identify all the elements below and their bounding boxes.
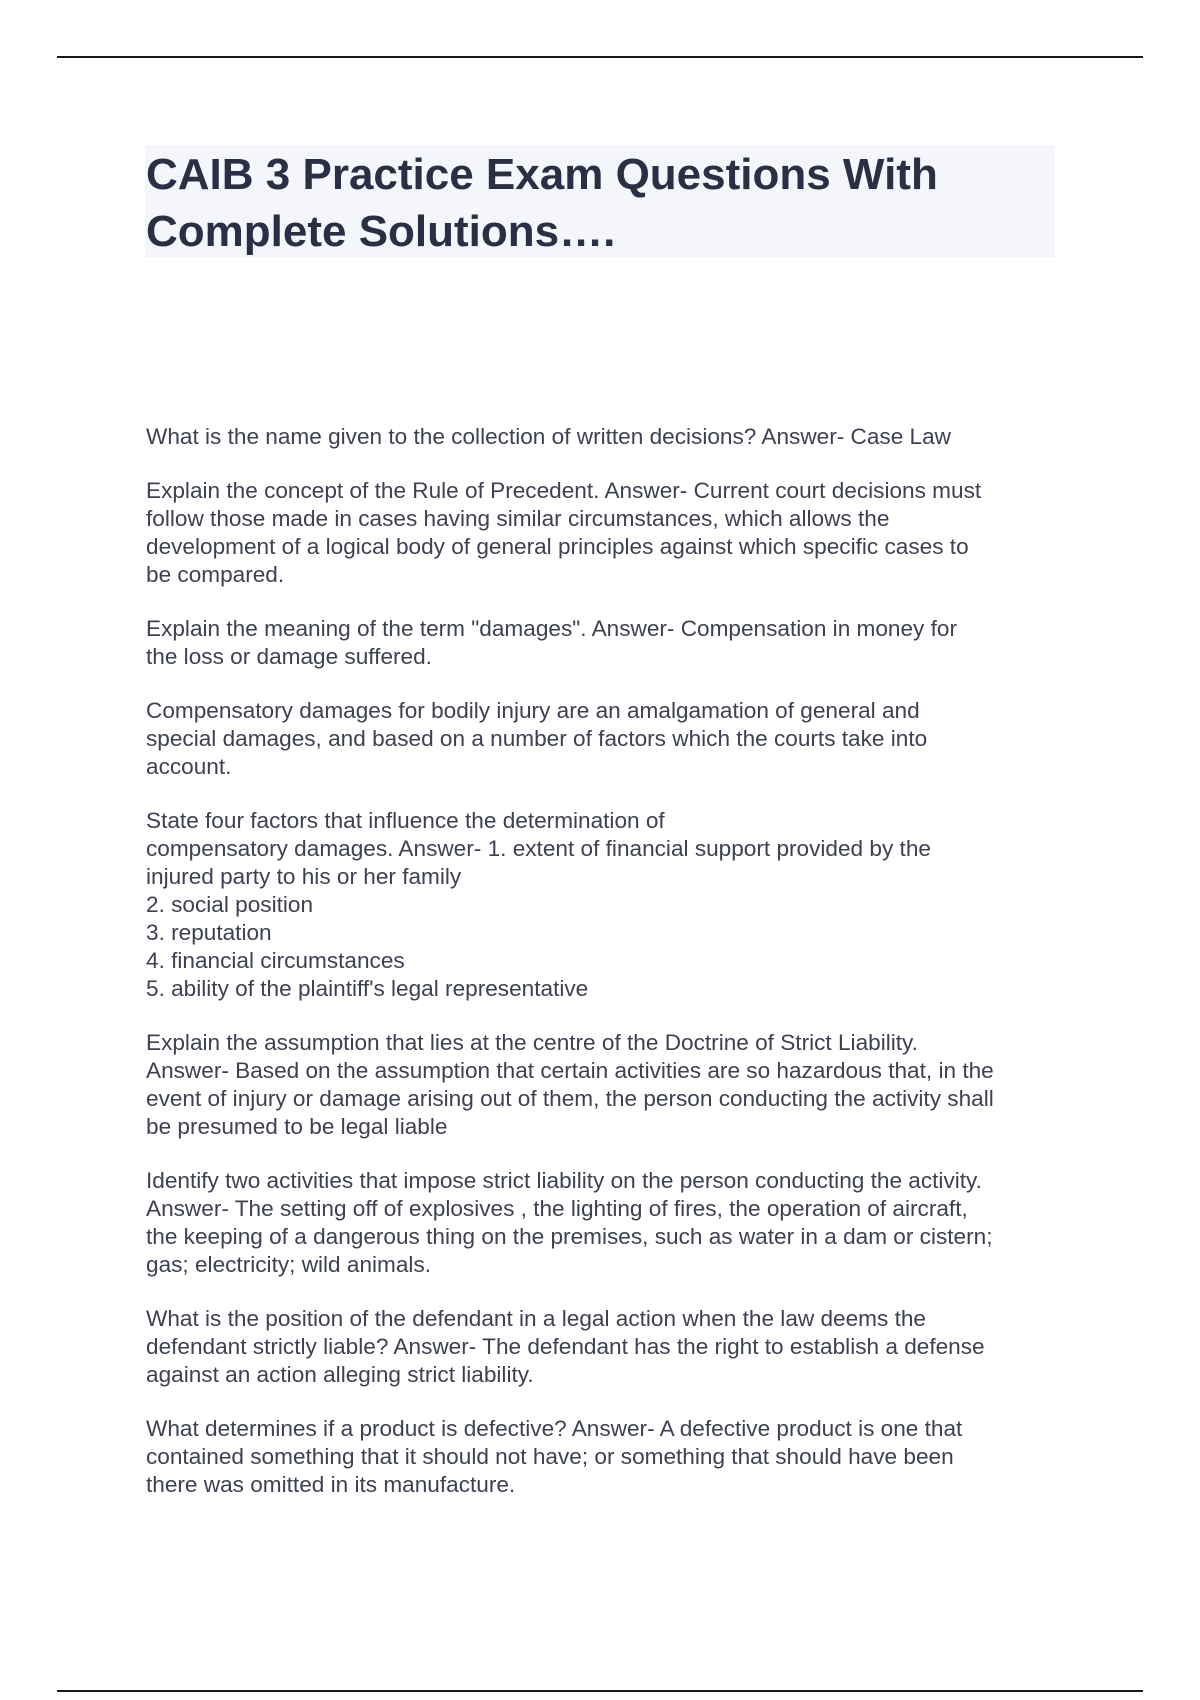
qa-line: the keeping of a dangerous thing on the premises, such as water in a dam or cistern; (146, 1224, 993, 1249)
qa-line: there was omitted in its manufacture. (146, 1472, 516, 1497)
qa-line: Compensatory damages for bodily injury are an amalgamation of general and (146, 698, 920, 723)
qa-item (146, 1029, 1066, 1141)
qa-line: contained something that it should not have; or something that should have been (146, 1444, 954, 1469)
qa-line: What determines if a product is defective? Answer- A defective product is one that (146, 1416, 963, 1441)
qa-item (146, 807, 1066, 1003)
qa-line: development of a logical body of general principles against which specific cases to (146, 534, 969, 559)
footer-rule (57, 1690, 1143, 1692)
header-rule (57, 56, 1143, 58)
qa-line: 2. social position (146, 892, 314, 917)
qa-line: the loss or damage suffered. (146, 644, 432, 669)
qa-line: injured party to his or her family (146, 864, 462, 889)
qa-line: 3. reputation (146, 920, 272, 945)
qa-line: follow those made in cases having similar circumstances, which allows the (146, 506, 890, 531)
qa-item (146, 423, 1066, 451)
qa-line: be presumed to be legal liable (146, 1114, 448, 1139)
qa-line: be compared. (146, 562, 285, 587)
qa-line: Explain the assumption that lies at the centre of the Doctrine of Strict Liability. (146, 1030, 918, 1055)
document-title (146, 146, 1056, 260)
qa-line: Answer- Based on the assumption that certain activities are so hazardous that, in the (146, 1058, 994, 1083)
qa-line: What is the position of the defendant in a legal action when the law deems the (146, 1306, 926, 1331)
qa-line: compensatory damages. Answer- 1. extent of financial support provided by the (146, 836, 931, 861)
qa-line: 4. financial circumstances (146, 948, 405, 973)
qa-item (146, 1167, 1066, 1279)
qa-item (146, 477, 1066, 589)
qa-list (146, 423, 1066, 1525)
title-line: CAIB 3 Practice Exam Questions With (146, 150, 938, 199)
qa-line: Explain the concept of the Rule of Precedent. Answer- Current court decisions must (146, 478, 982, 503)
qa-item (146, 697, 1066, 781)
qa-item (146, 1415, 1066, 1499)
qa-line: event of injury or damage arising out of them, the person conducting the activity shall (146, 1086, 994, 1111)
qa-line: gas; electricity; wild animals. (146, 1252, 432, 1277)
qa-line: 5. ability of the plaintiff's legal representative (146, 976, 589, 1001)
title-line: Complete Solutions…. (146, 207, 616, 256)
qa-line: Answer- The setting off of explosives , the lighting of fires, the operation of aircraft, (146, 1196, 968, 1221)
qa-line: special damages, and based on a number of factors which the courts take into (146, 726, 928, 751)
qa-item (146, 615, 1066, 671)
qa-line: State four factors that influence the determination of (146, 808, 665, 833)
qa-line: account. (146, 754, 232, 779)
qa-line: against an action alleging strict liability. (146, 1362, 534, 1387)
qa-line: Explain the meaning of the term "damages". Answer- Compensation in money for (146, 616, 958, 641)
qa-line: defendant strictly liable? Answer- The defendant has the right to establish a defense (146, 1334, 985, 1359)
qa-line: Identify two activities that impose strict liability on the person conducting the activity. (146, 1168, 982, 1193)
qa-item (146, 1305, 1066, 1389)
qa-line: What is the name given to the collection of written decisions? Answer- Case Law (146, 424, 951, 449)
